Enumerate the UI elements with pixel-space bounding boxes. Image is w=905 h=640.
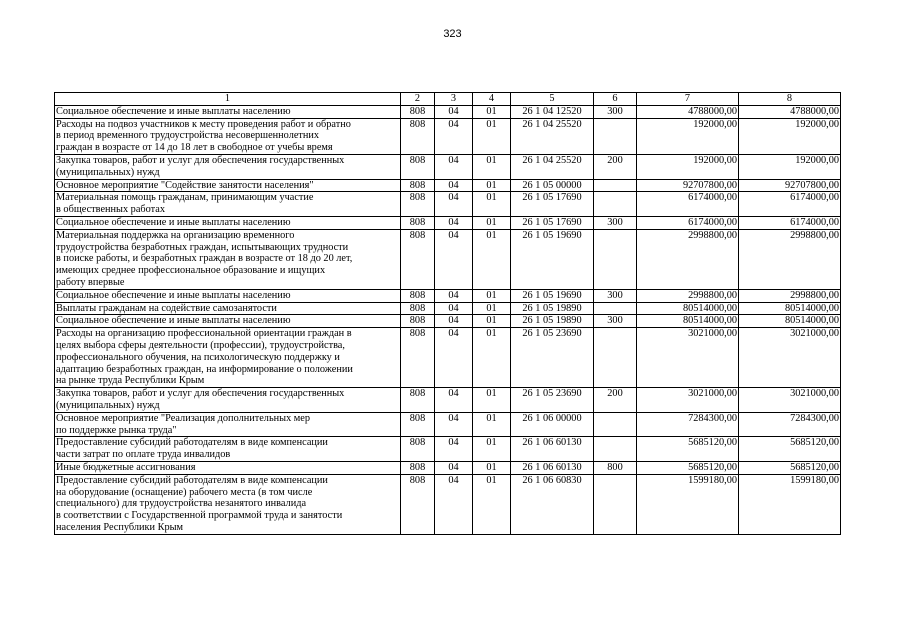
amount-cell-7: 80514000,00: [637, 315, 739, 328]
col-header-5: 5: [511, 93, 594, 106]
target-article-cell: 26 1 05 19690: [511, 289, 594, 302]
target-article-cell: 26 1 06 60130: [511, 437, 594, 462]
row-name-line: целях выбора сферы деятельности (профессии), трудоустройства,: [56, 339, 345, 351]
amount-cell-8: 5685120,00: [739, 437, 841, 462]
row-name-line: Основное мероприятие "Реализация дополнительных мер: [56, 412, 311, 424]
amount-cell-7: 6174000,00: [637, 216, 739, 229]
row-name-cell: [55, 437, 401, 462]
target-article-cell: 26 1 05 19690: [511, 229, 594, 289]
row-name-cell: [55, 154, 401, 179]
amount-cell-8: 2998800,00: [739, 229, 841, 289]
section-code-cell: 04: [435, 328, 473, 388]
target-article-cell: 26 1 05 17690: [511, 216, 594, 229]
amount-cell-7: 2998800,00: [637, 289, 739, 302]
section-code-cell: 04: [435, 105, 473, 118]
admin-code-cell: 808: [401, 105, 435, 118]
admin-code-cell: 808: [401, 437, 435, 462]
admin-code-cell: 808: [401, 192, 435, 217]
target-article-cell: 26 1 05 00000: [511, 179, 594, 192]
amount-cell-7: 5685120,00: [637, 437, 739, 462]
expense-type-cell: [594, 179, 637, 192]
col-header-6: 6: [594, 93, 637, 106]
table-row: [55, 474, 841, 534]
amount-cell-7: 92707800,00: [637, 179, 739, 192]
target-article-cell: 26 1 05 23690: [511, 328, 594, 388]
table-row: [55, 154, 841, 179]
row-name-line: по поддержке рынка труда": [56, 424, 177, 436]
amount-cell-7: 4788000,00: [637, 105, 739, 118]
amount-cell-7: 2998800,00: [637, 229, 739, 289]
row-name-line: специального) для трудоустройства незанятого инвалида: [56, 498, 307, 510]
section-code-cell: 04: [435, 154, 473, 179]
row-name-cell: [55, 118, 401, 154]
admin-code-cell: 808: [401, 302, 435, 315]
table-row: [55, 328, 841, 388]
section-code-cell: 04: [435, 229, 473, 289]
amount-cell-8: 6174000,00: [739, 216, 841, 229]
col-header-8: 8: [739, 93, 841, 106]
row-name-line: на рынке труда Республики Крым: [56, 375, 205, 387]
expense-type-cell: [594, 302, 637, 315]
row-name-line: Закупка товаров, работ и услуг для обеспечения государственных: [56, 154, 345, 166]
row-name-line: работу впервые: [56, 276, 125, 288]
subsection-code-cell: 01: [473, 192, 511, 217]
section-code-cell: 04: [435, 289, 473, 302]
amount-cell-8: 92707800,00: [739, 179, 841, 192]
amount-cell-8: 7284300,00: [739, 412, 841, 437]
amount-cell-8: 4788000,00: [739, 105, 841, 118]
amount-cell-8: 192000,00: [739, 154, 841, 179]
row-name-line: Расходы на организацию профессиональной ориентации граждан в: [56, 328, 352, 340]
admin-code-cell: 808: [401, 461, 435, 474]
admin-code-cell: 808: [401, 179, 435, 192]
col-header-1: 1: [55, 93, 401, 106]
admin-code-cell: 808: [401, 388, 435, 413]
amount-cell-7: 6174000,00: [637, 192, 739, 217]
row-name-line: Предоставление субсидий работодателям в виде компенсации: [56, 437, 328, 449]
amount-cell-7: 1599180,00: [637, 474, 739, 534]
row-name-line: части затрат по оплате труда инвалидов: [56, 449, 231, 461]
amount-cell-7: 80514000,00: [637, 302, 739, 315]
section-code-cell: 04: [435, 216, 473, 229]
page-number: 323: [443, 28, 462, 40]
target-article-cell: 26 1 06 60130: [511, 461, 594, 474]
row-name-line: в период временного трудоустройства несовершеннолетних: [56, 130, 320, 142]
expense-type-cell: [594, 229, 637, 289]
row-name-line: в поиске работы, и безработных граждан в возрасте от 18 до 20 лет,: [56, 253, 353, 265]
row-name-cell: [55, 192, 401, 217]
section-code-cell: 04: [435, 315, 473, 328]
row-name-line: Социальное обеспечение и иные выплаты населению: [56, 105, 291, 117]
row-name-line: Расходы на подвоз участников к месту проведения работ и обратно: [56, 118, 351, 130]
row-name-cell: [55, 216, 401, 229]
section-code-cell: 04: [435, 192, 473, 217]
row-name-cell: [55, 461, 401, 474]
amount-cell-7: 192000,00: [637, 154, 739, 179]
amount-cell-8: 1599180,00: [739, 474, 841, 534]
row-name-line: (муниципальных) нужд: [56, 166, 160, 178]
row-name-line: Материальная помощь гражданам, принимающим участие: [56, 192, 314, 204]
table-row: [55, 461, 841, 474]
col-header-4: 4: [473, 93, 511, 106]
table-row: [55, 105, 841, 118]
row-name-line: на оборудование (оснащение) рабочего места (в том числе: [56, 486, 313, 498]
expense-type-cell: 200: [594, 154, 637, 179]
row-name-cell: [55, 474, 401, 534]
admin-code-cell: 808: [401, 118, 435, 154]
row-name-cell: [55, 388, 401, 413]
admin-code-cell: 808: [401, 315, 435, 328]
row-name-line: Закупка товаров, работ и услуг для обеспечения государственных: [56, 388, 345, 400]
row-name-cell: [55, 315, 401, 328]
subsection-code-cell: 01: [473, 229, 511, 289]
amount-cell-8: 3021000,00: [739, 328, 841, 388]
subsection-code-cell: 01: [473, 315, 511, 328]
table-row: [55, 118, 841, 154]
subsection-code-cell: 01: [473, 154, 511, 179]
admin-code-cell: 808: [401, 474, 435, 534]
section-code-cell: 04: [435, 474, 473, 534]
subsection-code-cell: 01: [473, 216, 511, 229]
section-code-cell: 04: [435, 437, 473, 462]
amount-cell-8: 192000,00: [739, 118, 841, 154]
amount-cell-7: 3021000,00: [637, 388, 739, 413]
row-name-cell: [55, 328, 401, 388]
admin-code-cell: 808: [401, 229, 435, 289]
expense-type-cell: 200: [594, 388, 637, 413]
subsection-code-cell: 01: [473, 328, 511, 388]
expense-type-cell: [594, 412, 637, 437]
admin-code-cell: 808: [401, 216, 435, 229]
section-code-cell: 04: [435, 412, 473, 437]
target-article-cell: 26 1 06 00000: [511, 412, 594, 437]
table-row: [55, 289, 841, 302]
amount-cell-7: 3021000,00: [637, 328, 739, 388]
row-name-line: адаптацию безработных граждан, на информирование о положении: [56, 363, 353, 375]
col-header-2: 2: [401, 93, 435, 106]
table-row: [55, 192, 841, 217]
row-name-cell: [55, 412, 401, 437]
row-name-cell: [55, 302, 401, 315]
row-name-cell: [55, 179, 401, 192]
row-name-line: имеющих среднее профессиональное образование и ищущих: [56, 265, 326, 277]
row-name-line: в соответствии с Государственной программой труда и занятости: [56, 510, 343, 522]
section-code-cell: 04: [435, 461, 473, 474]
admin-code-cell: 808: [401, 412, 435, 437]
row-name-line: Социальное обеспечение и иные выплаты населению: [56, 216, 291, 228]
target-article-cell: 26 1 04 12520: [511, 105, 594, 118]
expense-type-cell: 300: [594, 315, 637, 328]
amount-cell-8: 6174000,00: [739, 192, 841, 217]
section-code-cell: 04: [435, 302, 473, 315]
row-name-line: профессионального обучения, на психологическую поддержку и: [56, 351, 340, 363]
subsection-code-cell: 01: [473, 461, 511, 474]
target-article-cell: 26 1 05 19890: [511, 302, 594, 315]
row-name-line: граждан в возрасте от 14 до 18 лет в свободное от учебы время: [56, 142, 333, 154]
amount-cell-8: 5685120,00: [739, 461, 841, 474]
budget-table: [54, 92, 841, 535]
table-row: [55, 216, 841, 229]
expense-type-cell: [594, 192, 637, 217]
table-row: [55, 302, 841, 315]
amount-cell-7: 5685120,00: [637, 461, 739, 474]
amount-cell-8: 3021000,00: [739, 388, 841, 413]
subsection-code-cell: 01: [473, 474, 511, 534]
admin-code-cell: 808: [401, 328, 435, 388]
row-name-line: Материальная поддержка на организацию временного: [56, 229, 295, 241]
row-name-line: трудоустройства безработных граждан, испытывающих трудности: [56, 241, 349, 253]
subsection-code-cell: 01: [473, 105, 511, 118]
row-name-line: Социальное обеспечение и иные выплаты населению: [56, 315, 291, 327]
row-name-line: Основное мероприятие "Содействие занятости населения": [56, 179, 314, 191]
table-row: [55, 315, 841, 328]
table-row: [55, 229, 841, 289]
target-article-cell: 26 1 04 25520: [511, 118, 594, 154]
expense-type-cell: 300: [594, 216, 637, 229]
subsection-code-cell: 01: [473, 437, 511, 462]
target-article-cell: 26 1 05 23690: [511, 388, 594, 413]
row-name-line: (муниципальных) нужд: [56, 399, 160, 411]
row-name-line: Иные бюджетные ассигнования: [56, 461, 196, 473]
col-header-3: 3: [435, 93, 473, 106]
expense-type-cell: 300: [594, 105, 637, 118]
section-code-cell: 04: [435, 179, 473, 192]
amount-cell-8: 80514000,00: [739, 302, 841, 315]
table-row: [55, 179, 841, 192]
subsection-code-cell: 01: [473, 302, 511, 315]
target-article-cell: 26 1 06 60830: [511, 474, 594, 534]
table-row: [55, 388, 841, 413]
amount-cell-8: 2998800,00: [739, 289, 841, 302]
amount-cell-7: 7284300,00: [637, 412, 739, 437]
target-article-cell: 26 1 05 17690: [511, 192, 594, 217]
expense-type-cell: [594, 118, 637, 154]
subsection-code-cell: 01: [473, 118, 511, 154]
expense-type-cell: 300: [594, 289, 637, 302]
row-name-line: в общественных работах: [56, 204, 165, 216]
table-row: [55, 412, 841, 437]
section-code-cell: 04: [435, 118, 473, 154]
row-name-cell: [55, 289, 401, 302]
section-code-cell: 04: [435, 388, 473, 413]
header-row: [55, 93, 841, 106]
amount-cell-7: 192000,00: [637, 118, 739, 154]
subsection-code-cell: 01: [473, 388, 511, 413]
expense-type-cell: [594, 437, 637, 462]
col-header-7: 7: [637, 93, 739, 106]
admin-code-cell: 808: [401, 154, 435, 179]
subsection-code-cell: 01: [473, 412, 511, 437]
subsection-code-cell: 01: [473, 289, 511, 302]
row-name-line: Социальное обеспечение и иные выплаты населению: [56, 289, 291, 301]
expense-type-cell: [594, 474, 637, 534]
expense-type-cell: [594, 328, 637, 388]
table-body: [55, 105, 841, 534]
row-name-cell: [55, 105, 401, 118]
amount-cell-8: 80514000,00: [739, 315, 841, 328]
table-row: [55, 437, 841, 462]
expense-type-cell: 800: [594, 461, 637, 474]
admin-code-cell: 808: [401, 289, 435, 302]
row-name-cell: [55, 229, 401, 289]
row-name-line: населения Республики Крым: [56, 521, 184, 533]
row-name-line: Предоставление субсидий работодателям в виде компенсации: [56, 474, 328, 486]
subsection-code-cell: 01: [473, 179, 511, 192]
row-name-line: Выплаты гражданам на содействие самозанятости: [56, 302, 277, 314]
target-article-cell: 26 1 05 19890: [511, 315, 594, 328]
target-article-cell: 26 1 04 25520: [511, 154, 594, 179]
